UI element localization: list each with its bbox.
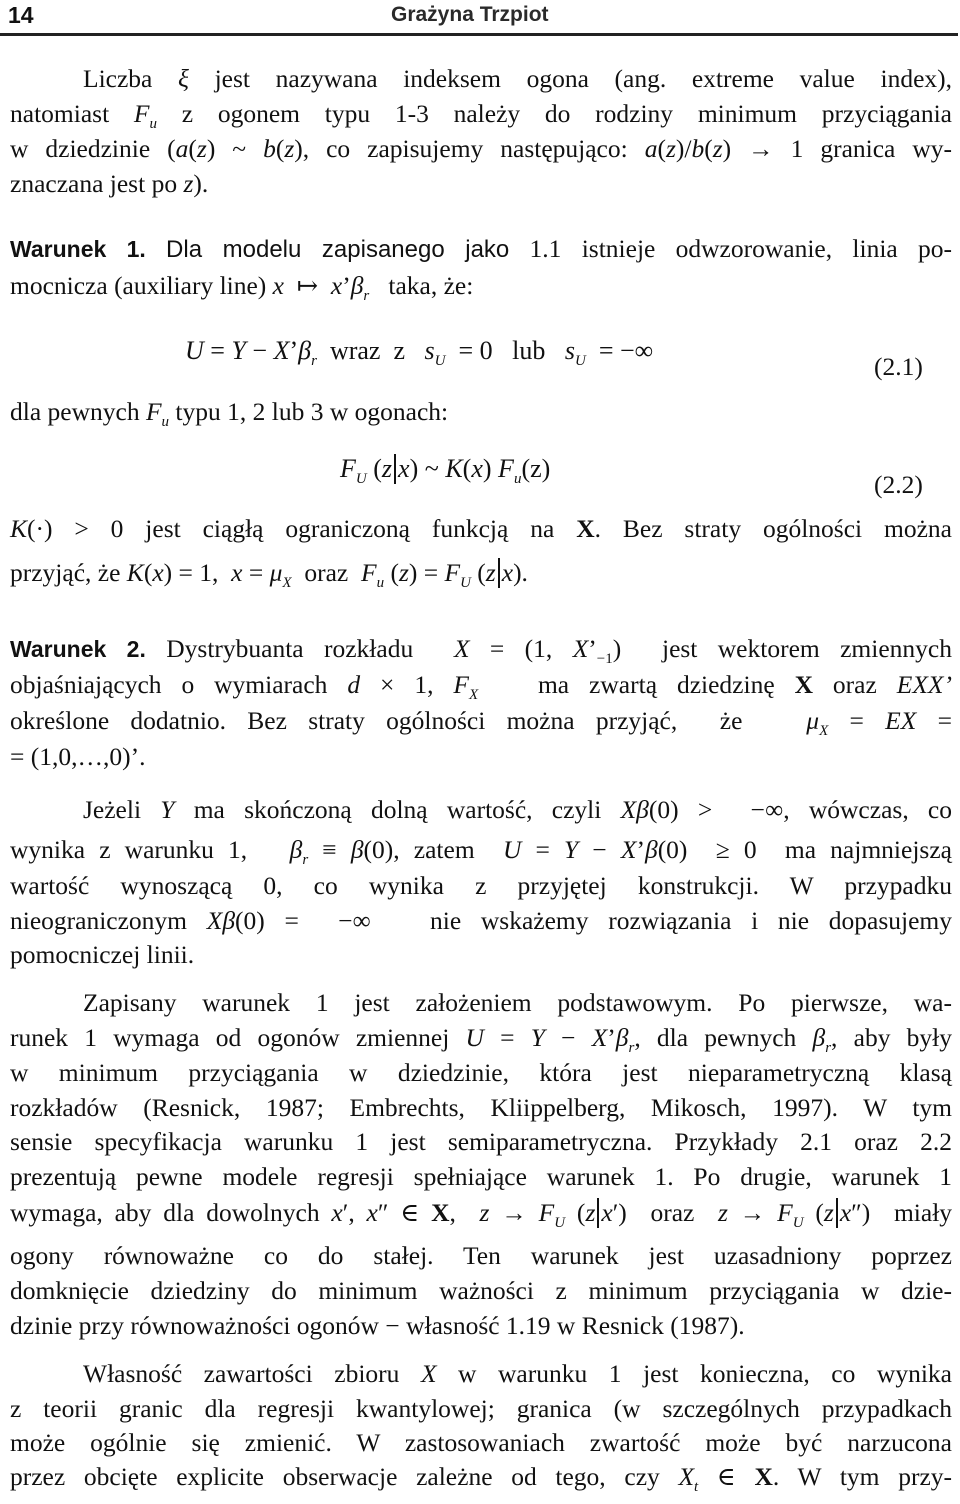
text-line: dzinie przy równoważności ogonów − własność 1.19 w Resnick (1987). (10, 1311, 745, 1340)
text-line: prezentują pewne modele regresji spełniające warunek 1. Po drugie, warunek 1 (10, 1162, 952, 1191)
text-line: dla pewnych $F_u$ typu 1, 2 lub 3 w ogonach: (10, 397, 449, 430)
text-line: objaśniających o wymiarach d × 1, $F_X$ ma zwartą dziedzinę X oraz EXX’ (10, 670, 952, 703)
text-line: natomiast $F_u$ z ogonem typu 1-3 należy do rodziny minimum przyciągania (10, 99, 953, 132)
text-line: w minimum przyciągania w dziedzinie, która jest nieparametryczną klasą (10, 1058, 952, 1087)
text-line: = (1,0,…,0)’. (10, 742, 146, 771)
equation-number: (2.2) (874, 470, 923, 499)
page-number: 14 (8, 2, 34, 28)
text-line: przyjąć, że K(x) = 1, $x = \mu_X$ oraz $F_u$ $(z) = F_U$ (z x). (10, 558, 528, 591)
text-line: znaczana jest po z). (10, 169, 209, 198)
header-rule (0, 33, 958, 36)
equation-2-2: $F_U$ (z x) ~ K(x) $F_u(z)$ (340, 454, 551, 487)
text-line: może ogólnie się zmienić. W zastosowaniach zwartość może być narzucona (10, 1428, 952, 1457)
equation-2-1: $U = Y - X’\beta_r$ wraz z $s_U = 0$ lub $s_U$ = −∞ (185, 336, 654, 369)
page-header (0, 0, 960, 34)
text-line: wymaga, aby dla dowolnych x′, x″ ∈ X, $z \to F_U$ (z x′) oraz $z \to F_U$ (z x″) miały (10, 1198, 953, 1231)
text-line: określone dodatnio. Bez straty ogólności można przyjąć, że $\mu_X$ = EX = (10, 706, 952, 739)
text-line: runek 1 wymaga od ogonów zmiennej $U = Y - X’\beta_r$, dla pewnych $\beta_r$, aby były (10, 1023, 952, 1056)
text-line: Liczba ξ jest nazywana indeksem ogona (ang. extreme value index), (83, 64, 952, 93)
text-line: nieograniczonym Xβ(0) = −∞ nie wskażemy rozwiązania i nie dopasujemy (10, 906, 952, 935)
text-line: domknięcie dziedziny do minimum ważności z minimum przyciągania w dzie- (10, 1276, 952, 1305)
running-head-author: Grażyna Trzpiot (391, 3, 549, 26)
text-line: w dziedzinie (a(z) ~ b(z), co zapisujemy następująco: a(z)/b(z) → 1 granica wy- (10, 134, 952, 163)
equation-number: (2.1) (874, 352, 923, 381)
text-line: wynika z warunku 1, $\beta_r \equiv \beta(0)$, zatem U = Y − X’β(0) ≥ 0 ma najmniejszą (10, 835, 952, 868)
text-line: ogony równoważne co do stałej. Ten warunek jest uzasadniony poprzez (10, 1241, 952, 1270)
text-line: Zapisany warunek 1 jest założeniem podstawowym. Po pierwsze, wa- (83, 988, 952, 1017)
text-line: wartość wynoszącą 0, co wynika z przyjętej konstrukcji. W przypadku (10, 871, 952, 900)
text-line: Warunek 2. Dystrybuanta rozkładu X = (1, $X’_{-1}$) jest wektorem zmiennych (10, 634, 952, 667)
text-line: z teorii granic dla regresji kwantylowej; granica (w szczególnych przypadkach (10, 1394, 952, 1423)
text-line: Własność zawartości zbioru X w warunku 1 jest konieczna, co wynika (83, 1359, 952, 1388)
text-line: mocnicza (auxiliary line) x ↦ $x’\beta_r$ taka, że: (10, 271, 474, 304)
text-line: Warunek 1. Dla modelu zapisanego jako 1.1 istnieje odwzorowanie, linia po- (10, 234, 952, 263)
text-line: sensie specyfikacja warunku 1 jest semiparametryczna. Przykłady 2.1 oraz 2.2 (10, 1127, 952, 1156)
text-line: przez obcięte explicite obserwacje zależne od tego, czy $X_t$ ∈ X. W tym przy- (10, 1462, 953, 1495)
text-line: rozkładów (Resnick, 1987; Embrechts, Kliippelberg, Mikosch, 1997). W tym (10, 1093, 952, 1122)
text-line: K(·) > 0 jest ciągłą ograniczoną funkcją na X. Bez straty ogólności można (10, 514, 952, 543)
text-line: Jeżeli Y ma skończoną dolną wartość, czyli Xβ(0) > −∞, wówczas, co (83, 795, 952, 824)
text-line: pomocniczej linii. (10, 940, 195, 969)
